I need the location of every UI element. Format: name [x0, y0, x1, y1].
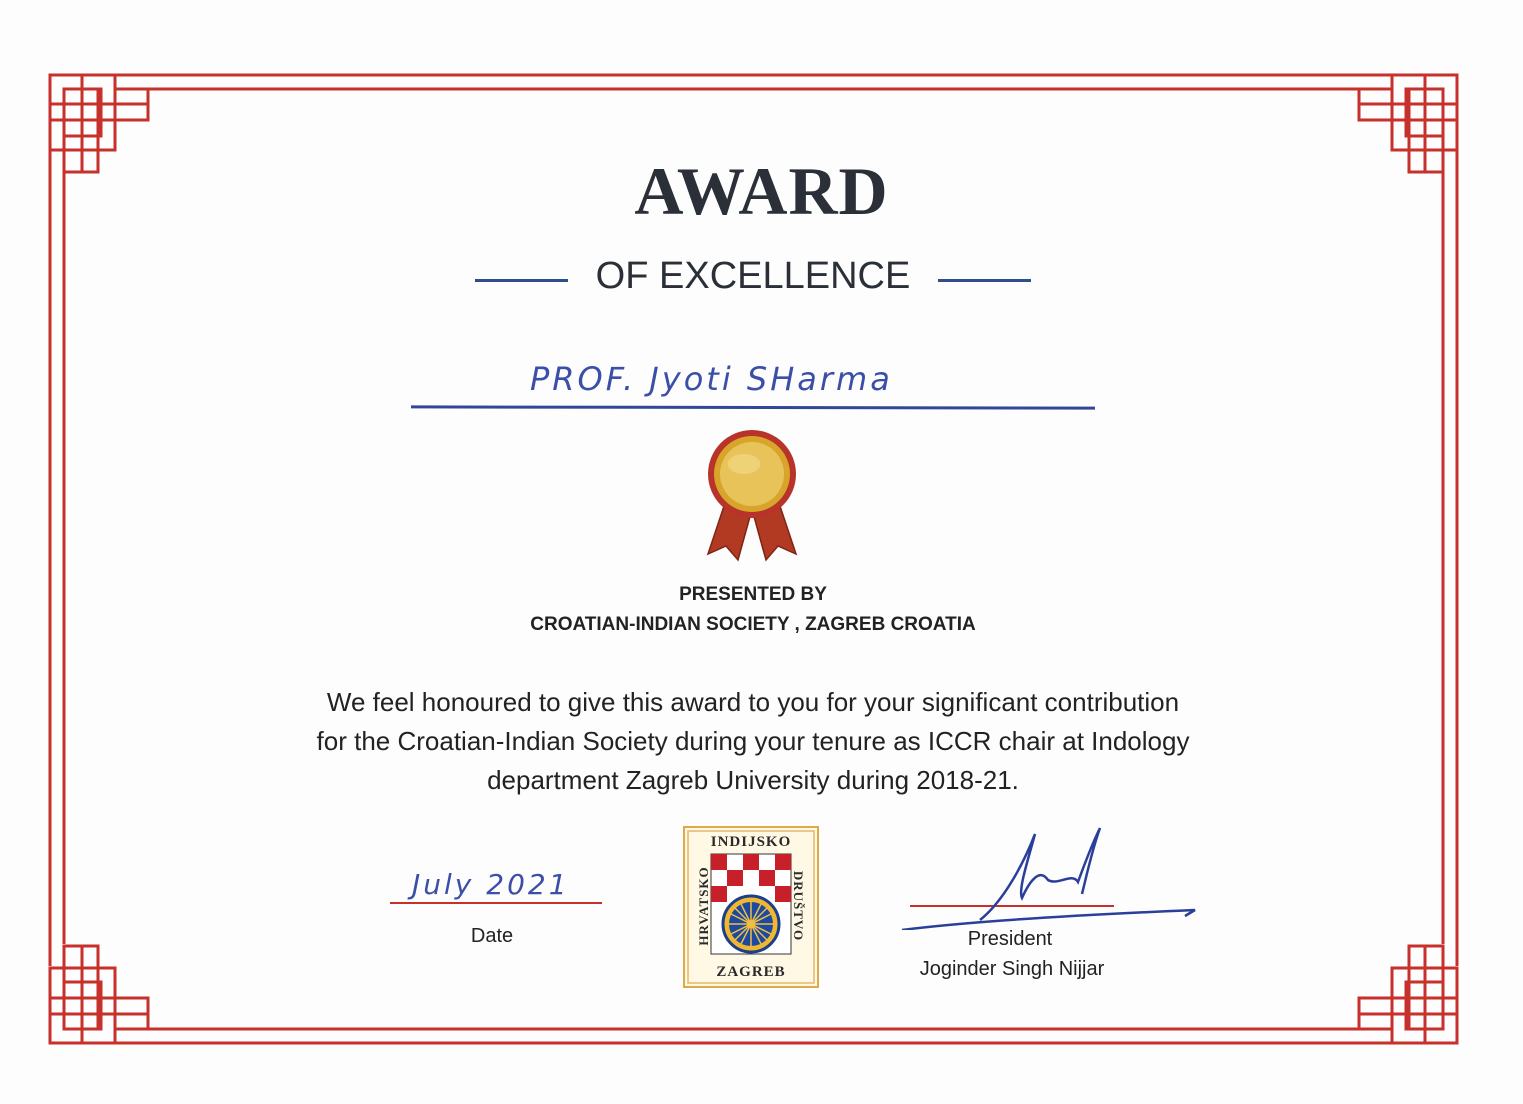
subtitle-rule-right: [938, 279, 1031, 282]
presented-by-block: [0, 580, 1506, 640]
award-citation: [250, 683, 1256, 800]
date-value: July 2021: [412, 868, 570, 901]
citation-line: We feel honoured to give this award to you for your significant contribution: [326, 687, 1180, 717]
subtitle-row: [0, 255, 1523, 305]
citation-line: department Zagreb University during 2018-21.: [487, 765, 1019, 795]
presented-by-label: PRESENTED BY: [679, 584, 827, 605]
gold-medal-ribbon-icon: [700, 428, 804, 562]
recipient-name: PROF. Jyoti SHarma: [530, 360, 893, 398]
award-title: AWARD: [634, 153, 889, 229]
society-seal: [683, 826, 819, 988]
seal-bottom-text: ZAGREB: [716, 964, 786, 980]
date-line: [390, 902, 602, 904]
seal-top-text: INDIJSKO: [710, 834, 792, 850]
date-label: Date: [470, 925, 514, 947]
president-signature: [900, 820, 1200, 930]
presented-by-org: CROATIAN-INDIAN SOCIETY , ZAGREB CROATIA: [530, 614, 976, 635]
seal-right-text: DRUŠTVO: [791, 870, 806, 942]
citation-line: for the Croatian-Indian Society during your tenure as ICCR chair at Indology: [316, 726, 1190, 756]
award-subtitle: OF EXCELLENCE: [595, 255, 911, 297]
croatian-checkerboard-with-chakra-icon: [711, 854, 791, 954]
signatory-title: President: [967, 928, 1053, 950]
signatory-name: Joginder Singh Nijjar: [919, 958, 1105, 980]
seal-left-text: HRVATSKO: [696, 866, 711, 946]
